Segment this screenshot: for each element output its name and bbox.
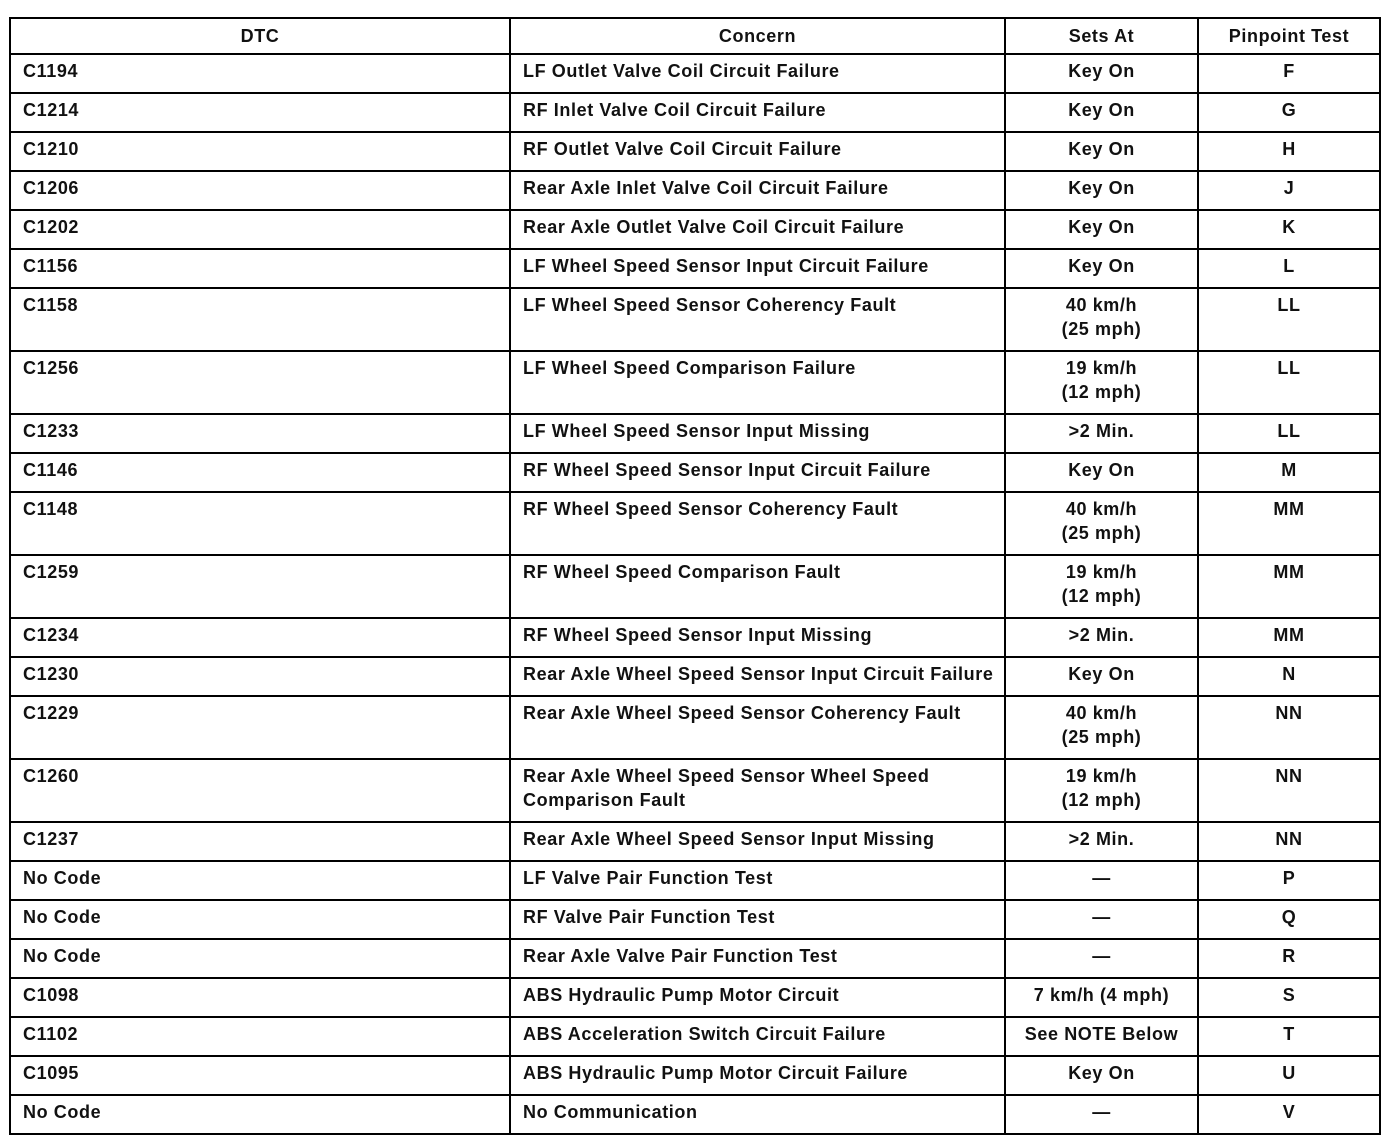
sets-at-cell (1005, 288, 1198, 351)
dtc-code: C1234 (10, 618, 510, 657)
table-row (10, 1056, 1380, 1095)
sets-at-value: (12 mph) (1061, 382, 1142, 402)
sets-at-cell (1005, 1017, 1198, 1056)
table-row (10, 822, 1380, 861)
table-row (10, 93, 1380, 132)
sets-at-value: Key On (1068, 178, 1135, 198)
concern-text: RF Wheel Speed Sensor Input Circuit Failure (510, 453, 1005, 492)
sets-at-value: Key On (1068, 1063, 1135, 1083)
pinpoint-test: P (1198, 861, 1380, 900)
pinpoint-test: MM (1198, 555, 1380, 618)
sets-at-value: (25 mph) (1061, 727, 1142, 747)
concern-text: LF Wheel Speed Comparison Failure (510, 351, 1005, 414)
sets-at-value: 19 km/h (1065, 766, 1138, 786)
sets-at-value: Key On (1068, 217, 1135, 237)
sets-at-cell (1005, 939, 1198, 978)
table-row (10, 978, 1380, 1017)
sets-at-cell (1005, 93, 1198, 132)
dtc-code: C1259 (10, 555, 510, 618)
sets-at-value: — (1092, 1102, 1111, 1122)
sets-at-cell (1005, 657, 1198, 696)
table-row (10, 555, 1380, 618)
dtc-code: C1256 (10, 351, 510, 414)
concern-text: Rear Axle Wheel Speed Sensor Input Missing (510, 822, 1005, 861)
sets-at-cell (1005, 249, 1198, 288)
table-row (10, 171, 1380, 210)
dtc-code: C1146 (10, 453, 510, 492)
sets-at-value: Key On (1068, 664, 1135, 684)
sets-at-value: >2 Min. (1068, 625, 1135, 645)
sets-at-cell (1005, 759, 1198, 822)
dtc-code: C1158 (10, 288, 510, 351)
sets-at-cell (1005, 171, 1198, 210)
table-header-row (10, 18, 1380, 54)
sets-at-value: Key On (1068, 100, 1135, 120)
dtc-code: No Code (10, 900, 510, 939)
sets-at-cell (1005, 54, 1198, 93)
pinpoint-test: T (1198, 1017, 1380, 1056)
dtc-code: C1194 (10, 54, 510, 93)
table-row (10, 210, 1380, 249)
sets-at-value: >2 Min. (1068, 421, 1135, 441)
concern-text: ABS Hydraulic Pump Motor Circuit (510, 978, 1005, 1017)
sets-at-cell (1005, 822, 1198, 861)
concern-text: Rear Axle Wheel Speed Sensor Coherency Fault (510, 696, 1005, 759)
dtc-code: C1095 (10, 1056, 510, 1095)
sets-at-cell (1005, 555, 1198, 618)
concern-text: Rear Axle Wheel Speed Sensor Wheel Speed Comparison Fault (510, 759, 1005, 822)
pinpoint-test: LL (1198, 414, 1380, 453)
pinpoint-test: J (1198, 171, 1380, 210)
table-row (10, 492, 1380, 555)
sets-at-value: Key On (1068, 139, 1135, 159)
sets-at-value: 7 km/h (4 mph) (1033, 985, 1170, 1005)
pinpoint-test: V (1198, 1095, 1380, 1134)
concern-text: LF Outlet Valve Coil Circuit Failure (510, 54, 1005, 93)
pinpoint-test: Q (1198, 900, 1380, 939)
concern-text: RF Wheel Speed Sensor Input Missing (510, 618, 1005, 657)
concern-text: Rear Axle Outlet Valve Coil Circuit Failure (510, 210, 1005, 249)
concern-text: LF Wheel Speed Sensor Input Circuit Failure (510, 249, 1005, 288)
table-row (10, 54, 1380, 93)
pinpoint-test: K (1198, 210, 1380, 249)
sets-at-value: — (1092, 907, 1111, 927)
concern-text: Rear Axle Inlet Valve Coil Circuit Failure (510, 171, 1005, 210)
table-row (10, 657, 1380, 696)
dtc-code: C1260 (10, 759, 510, 822)
dtc-code: C1229 (10, 696, 510, 759)
sets-at-value: 40 km/h (1065, 499, 1138, 519)
dtc-code: C1233 (10, 414, 510, 453)
dtc-code: No Code (10, 1095, 510, 1134)
concern-text: Rear Axle Wheel Speed Sensor Input Circuit Failure (510, 657, 1005, 696)
table-row (10, 351, 1380, 414)
dtc-code: No Code (10, 861, 510, 900)
dtc-table-container (9, 17, 1381, 1135)
header-sets-at: Sets At (1005, 18, 1198, 54)
dtc-code: C1206 (10, 171, 510, 210)
sets-at-cell (1005, 132, 1198, 171)
sets-at-value: See NOTE Below (1024, 1024, 1179, 1044)
pinpoint-test: MM (1198, 492, 1380, 555)
sets-at-value: (12 mph) (1061, 586, 1142, 606)
sets-at-cell (1005, 618, 1198, 657)
sets-at-value: — (1092, 868, 1111, 888)
concern-text: ABS Hydraulic Pump Motor Circuit Failure (510, 1056, 1005, 1095)
pinpoint-test: U (1198, 1056, 1380, 1095)
sets-at-cell (1005, 210, 1198, 249)
sets-at-cell (1005, 978, 1198, 1017)
sets-at-value: 40 km/h (1065, 703, 1138, 723)
pinpoint-test: NN (1198, 822, 1380, 861)
sets-at-cell (1005, 900, 1198, 939)
dtc-code: C1098 (10, 978, 510, 1017)
pinpoint-test: N (1198, 657, 1380, 696)
table-row (10, 1095, 1380, 1134)
sets-at-value: 40 km/h (1065, 295, 1138, 315)
table-row (10, 696, 1380, 759)
concern-text: LF Wheel Speed Sensor Input Missing (510, 414, 1005, 453)
pinpoint-test: NN (1198, 759, 1380, 822)
header-concern: Concern (510, 18, 1005, 54)
sets-at-cell (1005, 453, 1198, 492)
sets-at-cell (1005, 861, 1198, 900)
dtc-code: C1202 (10, 210, 510, 249)
sets-at-value: (12 mph) (1061, 790, 1142, 810)
table-row (10, 288, 1380, 351)
concern-text: No Communication (510, 1095, 1005, 1134)
header-pinpoint-test: Pinpoint Test (1198, 18, 1380, 54)
concern-text: RF Outlet Valve Coil Circuit Failure (510, 132, 1005, 171)
sets-at-value: 19 km/h (1065, 358, 1138, 378)
table-row (10, 249, 1380, 288)
concern-text: LF Valve Pair Function Test (510, 861, 1005, 900)
dtc-code: C1148 (10, 492, 510, 555)
pinpoint-test: H (1198, 132, 1380, 171)
table-row (10, 453, 1380, 492)
pinpoint-test: S (1198, 978, 1380, 1017)
pinpoint-test: NN (1198, 696, 1380, 759)
sets-at-cell (1005, 1056, 1198, 1095)
dtc-code: C1230 (10, 657, 510, 696)
sets-at-value: >2 Min. (1068, 829, 1135, 849)
table-row (10, 618, 1380, 657)
concern-text: RF Valve Pair Function Test (510, 900, 1005, 939)
sets-at-value: Key On (1068, 61, 1135, 81)
table-row (10, 939, 1380, 978)
sets-at-value: — (1092, 946, 1111, 966)
dtc-code: C1237 (10, 822, 510, 861)
concern-text: RF Wheel Speed Comparison Fault (510, 555, 1005, 618)
sets-at-cell (1005, 414, 1198, 453)
dtc-code: C1210 (10, 132, 510, 171)
table-row (10, 1017, 1380, 1056)
dtc-code: No Code (10, 939, 510, 978)
concern-text: Rear Axle Valve Pair Function Test (510, 939, 1005, 978)
table-row (10, 759, 1380, 822)
concern-text: RF Wheel Speed Sensor Coherency Fault (510, 492, 1005, 555)
pinpoint-test: L (1198, 249, 1380, 288)
pinpoint-test: LL (1198, 288, 1380, 351)
pinpoint-test: R (1198, 939, 1380, 978)
sets-at-value: (25 mph) (1061, 319, 1142, 339)
pinpoint-test: LL (1198, 351, 1380, 414)
sets-at-value: (25 mph) (1061, 523, 1142, 543)
sets-at-value: Key On (1068, 256, 1135, 276)
dtc-table (9, 17, 1381, 1135)
concern-text: ABS Acceleration Switch Circuit Failure (510, 1017, 1005, 1056)
table-row (10, 861, 1380, 900)
dtc-code: C1156 (10, 249, 510, 288)
table-row (10, 132, 1380, 171)
pinpoint-test: MM (1198, 618, 1380, 657)
concern-text: LF Wheel Speed Sensor Coherency Fault (510, 288, 1005, 351)
table-row (10, 900, 1380, 939)
sets-at-value: Key On (1068, 460, 1135, 480)
sets-at-cell (1005, 492, 1198, 555)
concern-text: RF Inlet Valve Coil Circuit Failure (510, 93, 1005, 132)
pinpoint-test: M (1198, 453, 1380, 492)
sets-at-cell (1005, 696, 1198, 759)
pinpoint-test: G (1198, 93, 1380, 132)
dtc-code: C1214 (10, 93, 510, 132)
sets-at-value: 19 km/h (1065, 562, 1138, 582)
sets-at-cell (1005, 351, 1198, 414)
table-row (10, 414, 1380, 453)
table-body (10, 54, 1380, 1134)
dtc-code: C1102 (10, 1017, 510, 1056)
sets-at-cell (1005, 1095, 1198, 1134)
header-dtc: DTC (10, 18, 510, 54)
pinpoint-test: F (1198, 54, 1380, 93)
